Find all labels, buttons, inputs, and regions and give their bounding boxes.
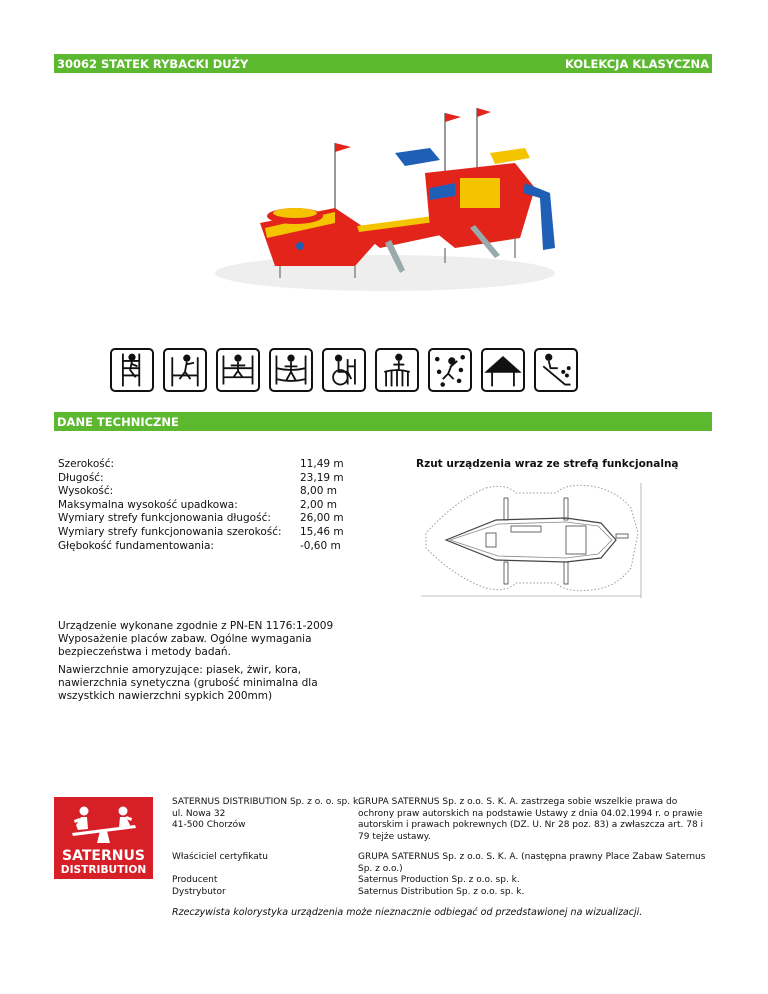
spec-value: 8,00 m xyxy=(300,485,337,498)
plan-drawing xyxy=(416,478,661,603)
company-name: SATERNUS DISTRIBUTION Sp. z o. o. sp. k. xyxy=(172,797,362,807)
slide-icon xyxy=(534,348,578,392)
spec-value: 23,19 m xyxy=(300,471,344,484)
spec-value: 26,00 m xyxy=(300,512,344,525)
color-disclaimer: Rzeczywista kolorystyka urządzenia może nieznacznie odbiegać od przedstawionej na wizualizacji. xyxy=(172,907,643,918)
producer-label: Producent xyxy=(172,875,218,885)
cert-owner-value: GRUPA SATERNUS Sp. z o.o. S. K. A. (następna prawny Place Zabaw Saternus Sp. z o.o.) xyxy=(358,852,706,874)
header-bar xyxy=(54,54,712,73)
roof-shelter-icon xyxy=(481,348,525,392)
ladder-climb-icon xyxy=(110,348,154,392)
distributor-label: Dystrybutor xyxy=(172,887,226,897)
producer-value: Saternus Production Sp. z o.o. sp. k. xyxy=(358,875,520,885)
climbing-frame-icon xyxy=(163,348,207,392)
balance-bridge-icon xyxy=(216,348,260,392)
distributor-value: Saternus Distribution Sp. z o.o. sp. k. xyxy=(358,887,525,897)
spec-value: 15,46 m xyxy=(300,525,344,538)
spec-label: Wymiary strefy funkcjonowania długość: xyxy=(58,512,271,525)
company-address xyxy=(172,797,362,832)
collection-name: KOLEKCJA KLASYCZNA xyxy=(564,56,709,71)
section-heading-technical xyxy=(54,412,712,431)
spec-label: Szerokość: xyxy=(58,458,115,470)
rope-bridge-icon xyxy=(269,348,313,392)
copyright-notice: GRUPA SATERNUS Sp. z o.o. S. K. A. zastrzega sobie wszelkie prawa do ochrony praw autorskich na podstawie Ustawy z dnia 04.02.1994 r. o prawie autorskim i prawach pokrewnych (DZ. U. Nr 28 poz. 83) a zwłaszcza art. 78 i 79 tejże ustawy. xyxy=(358,797,704,842)
spec-label: Głębokość fundamentowania: xyxy=(58,539,214,552)
spec-value: 11,49 m xyxy=(300,458,344,470)
spec-labels xyxy=(58,458,282,553)
section-heading-label: DANE TECHNICZNE xyxy=(57,414,179,429)
company-street: ul. Nowa 32 xyxy=(172,808,226,819)
slide-barrier-icon xyxy=(375,348,419,392)
spec-label: Wysokość: xyxy=(58,485,114,498)
logo-line2: DISTRIBUTION xyxy=(60,864,147,876)
product-render xyxy=(205,98,570,298)
spec-value: -0,60 m xyxy=(300,539,341,552)
surface-text: Nawierzchnie amoryzujące: piasek, żwir, kora, nawierzchnia synetyczna (grubość minimalna dla wszystkich nawierzchni sypkich 200mm) xyxy=(58,664,318,702)
spec-label: Długość: xyxy=(58,471,104,484)
spec-label: Maksymalna wysokość upadkowa: xyxy=(58,498,238,511)
plan-title: Rzut urządzenia wraz ze strefą funkcjonalną xyxy=(416,458,679,470)
company-city: 41-500 Chorzów xyxy=(172,820,246,830)
activity-icons xyxy=(110,348,578,392)
spec-values xyxy=(300,458,344,553)
cert-owner-label: Właściciel certyfikatu xyxy=(172,852,268,862)
spec-label: Wymiary strefy funkcjonowania szerokość: xyxy=(58,525,282,538)
wheelchair-access-icon xyxy=(322,348,366,392)
saternus-logo xyxy=(54,797,153,879)
norm-text: Urządzenie wykonane zgodnie z PN-EN 1176:1-2009 Wyposażenie placów zabaw. Ogólne wymagania bezpieczeństwa i metody badań. xyxy=(58,620,334,658)
product-title: 30062 STATEK RYBACKI DUŻY xyxy=(57,56,249,71)
logo-line1: SATERNUS xyxy=(62,848,145,864)
spec-value: 2,00 m xyxy=(300,498,337,511)
climbing-wall-icon xyxy=(428,348,472,392)
